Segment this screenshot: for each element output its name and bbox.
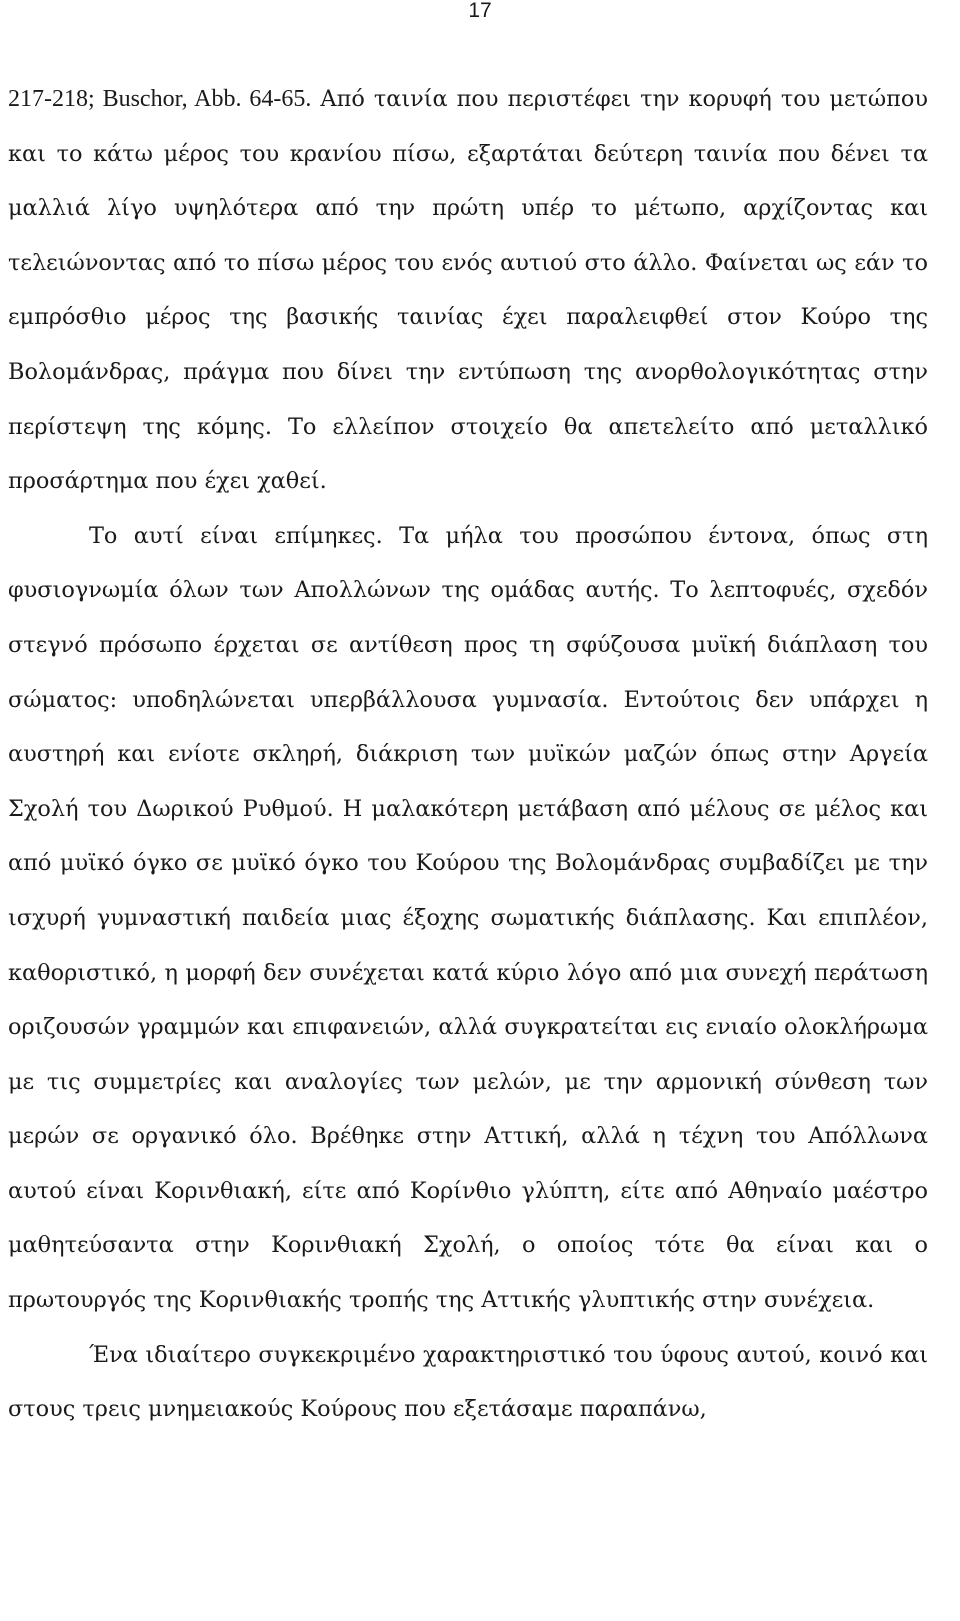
page-number: 17 <box>468 0 492 22</box>
paragraph-text: Από ταινία που περιστέφει την κορυφή του μετώπου και το κάτω μέρος του κρανίου πίσω, εξαρτάται δεύτερη ταινία που δένει τα μαλλιά λίγο υψηλότερα από την πρώτη υπέρ το μέτωπο, αρχίζοντας και τελειώνοντας από το πίσω μέρος του ενός αυτιού στο άλλο. Φαίνεται ως εάν το εμπρόσθιο μέρος της βασικής ταινίας έχει παραλειφθεί στον Κούρο της Βολομάνδρας, πράγμα που δίνει την εντύπωση της ανορθολογικότητας στην περίστεψη της κόμης. Το ελλείπον στοιχείο θα απετελείτο από μεταλλικό προσάρτημα που έχει χαθεί. <box>8 86 928 495</box>
reference-citation: 217-218; Buschor, Abb. 64-65. <box>8 86 312 112</box>
body-text <box>8 72 928 1437</box>
paragraph: Ένα ιδιαίτερο συγκεκριμένο χαρακτηριστικό του ύφους αυτού, κοινό και στους τρεις μνημειακούς Κούρους που εξετάσαμε παραπάνω, <box>8 1341 928 1423</box>
paragraph: Το αυτί είναι επίμηκες. Τα μήλα του προσώπου έντονα, όπως στη φυσιογνωμία όλων των Απολλώνων της ομάδας αυτής. Το λεπτοφυές, σχεδόν στεγνό πρόσωπο έρχεται σε αντίθεση προς τη σφύζουσα μυϊκή διάπλαση του σώματος: υποδηλώνεται υπερβάλλουσα γυμνασία. Εντούτοις δεν υπάρχει η αυστηρή και ενίοτε σκληρή, διάκριση των μυϊκών μαζών όπως στην Αργεία Σχολή του Δωρικού Ρυθμού. Η μαλακότερη μετάβαση από μέλους σε μέλος και από μυϊκό όγκο σε μυϊκό όγκο του Κούρου της Βολομάνδρας συμβαδίζει με την ισχυρή γυμναστική παιδεία μιας έξοχης σωματικής διάπλασης. Και επιπλέον, καθοριστικό, η μορφή δεν συνέχεται κατά κύριο λόγο από μια συνεχή περάτωση οριζουσών γραμμών και επιφανειών, αλλά συγκρατείται εις ενιαίο ολοκλήρωμα με τις συμμετρίες και αναλογίες των μελών, με την αρμονική σύνθεση των μερών σε οργανικό όλο. Βρέθηκε στην Αττική, αλλά η τέχνη του Απόλλωνα αυτού είναι Κορινθιακή, είτε από Κορίνθιο γλύπτη, είτε από Αθηναίο μαέστρο μαθητεύσαντα στην Κορινθιακή Σχολή, ο οποίος τότε θα είναι και ο πρωτουργός της Κορινθιακής τροπής της Αττικής γλυπτικής στην συνέχεια. <box>8 522 928 1314</box>
paragraph <box>8 72 928 509</box>
